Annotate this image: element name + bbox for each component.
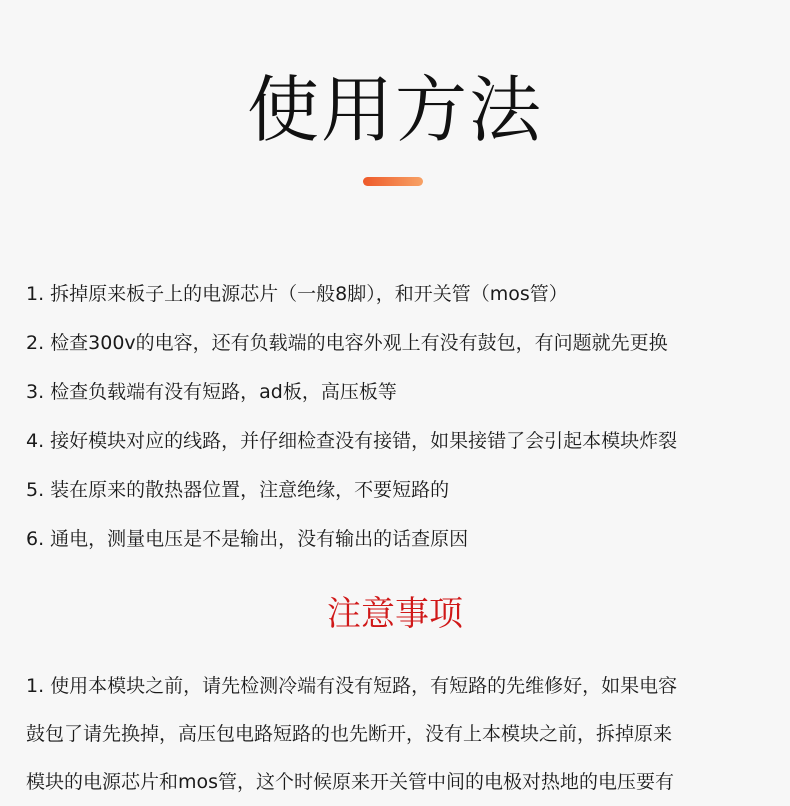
step-item-3: 3. 检查负载端有没有短路，ad板，高压板等 [26,381,397,403]
step-item-4: 4. 接好模块对应的线路，并仔细检查没有接错，如果接错了会引起本模块炸裂 [26,430,678,452]
usage-steps-list [26,270,766,564]
notes-paragraph [26,662,766,806]
notes-line-1: 1. 使用本模块之前，请先检测冷端有没有短路，有短路的先维修好，如果电容 [26,675,678,697]
notes-section-title: 注意事项 [327,594,463,634]
step-item-2: 2. 检查300v的电容，还有负载端的电容外观上有没有鼓包，有问题就先更换 [26,332,668,354]
page-title: 使用方法 [246,68,543,152]
notes-line-2: 鼓包了请先换掉，高压包电路短路的也先断开，没有上本模块之前，拆掉原来 [26,723,673,745]
step-item-5: 5. 装在原来的散热器位置，注意绝缘，不要短路的 [26,479,450,501]
step-item-6: 6. 通电，测量电压是不是输出，没有输出的话查原因 [26,528,469,550]
step-item-1: 1. 拆掉原来板子上的电源芯片（一般8脚），和开关管（mos管） [26,283,568,305]
title-accent-bar [363,177,423,186]
notes-line-3: 模块的电源芯片和mos管，这个时候原来开关管中间的电极对热地的电压要有 [26,771,675,793]
